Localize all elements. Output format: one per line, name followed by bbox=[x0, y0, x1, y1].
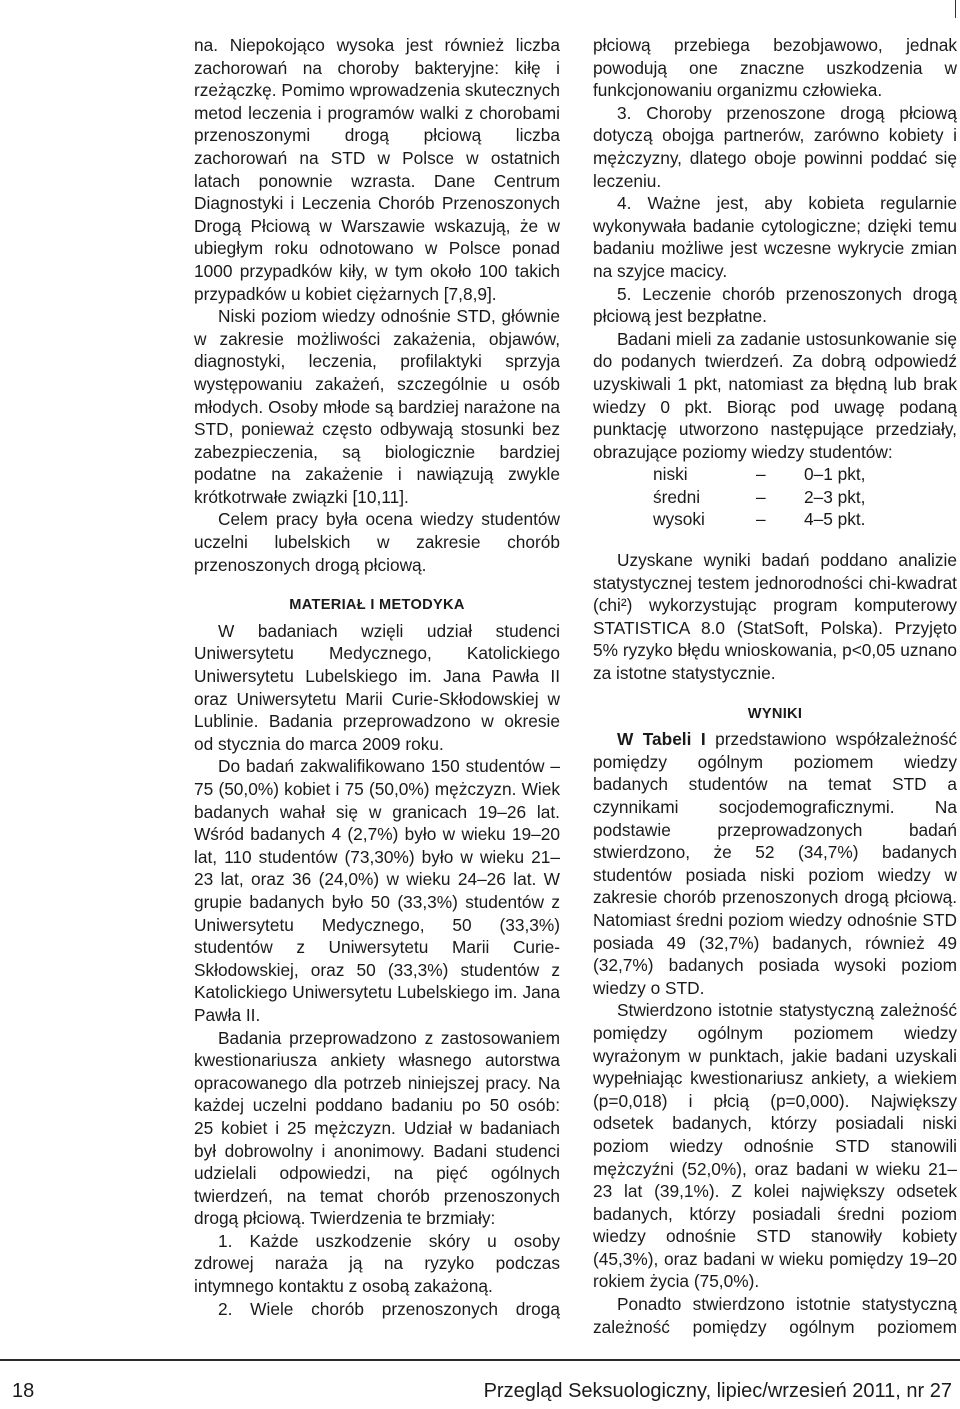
statistics-paragraph: Uzyskane wyniki badań poddano analizie statystycznej testem jednorodności chi-kwadrat (chi²) wykorzystując program komputerowy STATISTICA 8.0 (StatSoft, Polska). Przyjęto 5% ryzyko błędu wnioskowania, p<0,05 uznano za istotne statystycznie. bbox=[593, 550, 957, 684]
statement-3: 3. Choroby przenoszone drogą płciową dotyczą obojga partnerów, zarówno kobiety i mężczyzny, dlatego oboje powinni poddać się leczeniu. bbox=[593, 102, 957, 191]
methods-paragraph-3: Badania przeprowadzono z zastosowaniem kwestionariusza ankiety własnego autorstwa opracowanego dla potrzeb niniejszej pracy. Na każdej uczelni poddano badaniu po 50 osób: 25 kobiet i 25 mężczyzn. Udział w badaniach był dobrowolny i anonimowy. Badani studenci udzielali odpowiedzi, na pięć ogólnych twierdzeń, na temat chorób przenoszonych drogą płciową. Twierdzenia te brzmiały: bbox=[194, 1027, 560, 1229]
scoring-paragraph: Badani mieli za zadanie ustosunkowanie się do podanych twierdzeń. Za dobrą odpowiedź uzyskiwali 1 pkt, natomiast za błędną lub brak wiedzy 0 pkt. Biorąc pod uwagę podaną punktację utworzono następujące przedziały, obrazujące poziomy wiedzy studentów: bbox=[593, 328, 957, 462]
knowledge-levels-table bbox=[653, 463, 866, 531]
level-row: wysoki – 4–5 pkt. bbox=[653, 509, 866, 530]
top-edge-line bbox=[955, 0, 956, 18]
statement-1: 1. Każde uszkodzenie skóry u osoby zdrowej naraża ją na ryzyko podczas intymnego kontaktu z osobą zakażoną. bbox=[194, 1230, 560, 1297]
page-number: 18 bbox=[12, 1380, 35, 1402]
results-heading: WYNIKI bbox=[747, 705, 803, 722]
methods-heading: MATERIAŁ I METODYKA bbox=[289, 597, 465, 614]
methods-paragraph-2: Do badań zakwalifikowano 150 studentów – 75 (50,0%) kobiet i 75 (50,0%) mężczyzn. Wiek badanych wahał się w granicach 19–26 lat. Wśród badanych 4 (2,7%) było w wieku 19–20 lat, 110 studentów (73,30%) było w wieku 21–23 lat, oraz 36 (24,0%) w wieku 24–26 lat. W grupie badanych było 50 (33,3%) studentów z Uniwersytetu Medycznego, 50 (33,3%) studentów z Uniwersytetu Marii Curie-Skłodowskiej, oraz 50 (33,3%) studentów z Katolickiego Uniwersytetu Lubelskiego im. Jana Pawła II. bbox=[194, 756, 560, 1025]
methods-paragraph-1: W badaniach wzięli udział studenci Uniwersytetu Medycznego, Katolickiego Uniwersytetu Lubelskiego im. Jana Pawła II oraz Uniwersytetu Marii Curie-Skłodowskiej w Lublinie. Badania przeprowadzono w okresie od stycznia do marca 2009 roku. bbox=[194, 620, 560, 754]
footer-divider bbox=[0, 1359, 960, 1361]
results-paragraph-3: Ponadto stwierdzono istotnie statystyczną zależność pomiędzy ogólnym poziomem bbox=[593, 1294, 957, 1337]
statement-2-cont: płciową przebiega bezobjawowo, jednak powodują one znaczne uszkodzenia w funkcjonowaniu organizmu człowieka. bbox=[593, 35, 957, 101]
left-column bbox=[194, 34, 560, 1320]
table-reference: W Tabeli I bbox=[617, 729, 706, 750]
results-paragraph-1: W Tabeli I przedstawiono współzależność pomiędzy ogólnym poziomem wiedzy badanych studentów na temat STD a czynnikami socjodemograficznymi. Na podstawie przeprowadzonych badań stwierdzono, że 52 (34,7%) badanych studentów posiada niski poziom wiedzy w zakresie chorób przenoszonych drogą płciową. Natomiast średni poziom wiedzy odnośnie STD posiada 49 (32,7%) badanych, również 49 (32,7%) badanych posiada wysoki poziom wiedzy o STD. bbox=[593, 729, 957, 998]
aim-paragraph: Celem pracy była ocena wiedzy studentów uczelni lubelskich w zakresie chorób przenoszonych drogą płciową. bbox=[194, 509, 560, 575]
level-row: niski – 0–1 pkt, bbox=[653, 464, 866, 485]
journal-footer: Przegląd Seksuologiczny, lipiec/wrzesień 2011, nr 27 bbox=[483, 1380, 952, 1402]
level-row: średni – 2–3 pkt, bbox=[653, 486, 866, 507]
results-paragraph-2: Stwierdzono istotnie statystyczną zależność pomiędzy ogólnym poziomem wiedzy wyrażonym w punktach, jakie badani uzyskali wypełniając kwestionariusz ankiety, a wiekiem (p=0,018) i płcią (p=0,000). Największy odsetek badanych, którzy posiadali niski poziom wiedzy odnośnie STD stanowili mężczyźni (52,0%), oraz badani w wieku 21–23 lat (39,1%). Z kolei największy odsetek badanych, którzy posiadali średni poziom wiedzy odnośnie STD stanowiły kobiety (45,3%), oraz badani w wieku pomiędzy 19–20 rokiem życia (75,0%). bbox=[593, 1000, 957, 1292]
statement-2: 2. Wiele chorób przenoszonych drogą bbox=[218, 1298, 560, 1319]
statement-5: 5. Leczenie chorób przenoszonych drogą płciową jest bezpłatne. bbox=[593, 283, 957, 327]
intro-paragraph-cont: na. Niepokojąco wysoka jest również liczba zachorowań na choroby bakteryjne: kiłę i rzeżączkę. Pomimo wprowadzenia skutecznych metod leczenia i programów walki z chorobami przenoszonymi drogą płciową liczba zachorowań na STD w Polsce w ostatnich latach ponownie wzrasta. Dane Centrum Diagnostyki i Leczenia Chorób Przenoszonych Drogą Płciową w Warszawie wskazują, że w ubiegłym roku odnotowano w Polsce ponad 1000 przypadków kiły, w tym około 100 takich przypadków u kobiet ciężarnych [7,8,9]. bbox=[194, 35, 560, 304]
right-column bbox=[593, 34, 957, 1338]
statement-4: 4. Ważne jest, aby kobieta regularnie wykonywała badanie cytologiczne; dzięki temu badaniu możliwe jest wczesne wykrycie zmian na szyjce macicy. bbox=[593, 193, 957, 281]
knowledge-paragraph: Niski poziom wiedzy odnośnie STD, głównie w zakresie możliwości zakażenia, objawów, diagnostyki, leczenia, profilaktyki sprzyja występowaniu zakażeń, szczególnie u osób młodych. Osoby młode są bardziej narażone na STD, ponieważ często odbywają stosunki bez zabezpieczenia, są biologicznie bardziej podatne na zakażenie i nawiązują zwykle krótkotrwałe związki [10,11]. bbox=[194, 306, 560, 507]
